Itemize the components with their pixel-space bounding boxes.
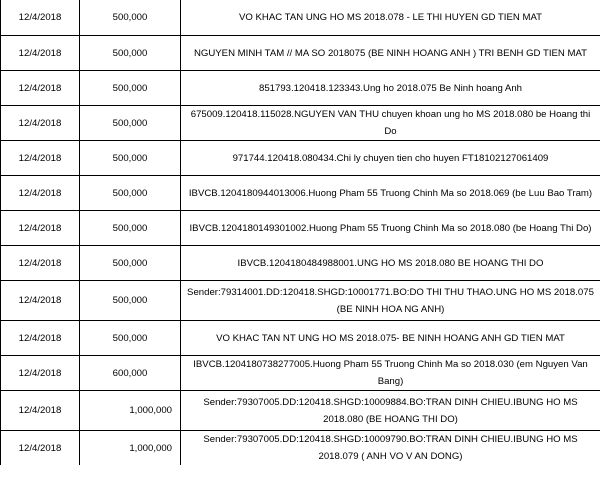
amount-cell: 1,000,000	[80, 431, 181, 466]
amount-cell: 500,000	[80, 141, 181, 176]
amount-cell: 500,000	[80, 0, 181, 36]
amount-cell: 500,000	[80, 211, 181, 246]
description-cell: Sender:79307005.DD:120418.SHGD:10009790.BO:TRAN DINH CHIEU.IBUNG HO MS 2018.079 ( ANH VO V AN DONG)	[181, 431, 600, 466]
table-row	[1, 106, 600, 141]
table-row	[1, 71, 600, 106]
table-row	[1, 431, 600, 466]
amount-cell: 500,000	[80, 36, 181, 71]
table-row	[1, 281, 600, 321]
description-cell: 971744.120418.080434.Chi ly chuyen tien cho huyen FT18102127061409	[181, 141, 600, 176]
description-cell: 851793.120418.123343.Ung ho 2018.075 Be Ninh hoang Anh	[181, 71, 600, 106]
table-row	[1, 36, 600, 71]
amount-cell: 500,000	[80, 106, 181, 141]
table-row	[1, 141, 600, 176]
description-cell: Sender:79314001.DD:120418.SHGD:10001771.BO:DO THI THU THAO.UNG HO MS 2018.075 (BE NINH HOA NG ANH)	[181, 281, 600, 321]
description-cell: IBVCB.1204180484988001.UNG HO MS 2018.080 BE HOANG THI DO	[181, 246, 600, 281]
description-cell: VO KHAC TAN UNG HO MS 2018.078 - LE THI HUYEN GD TIEN MAT	[181, 0, 600, 36]
description-cell: IBVCB.1204180149301002.Huong Pham 55 Truong Chinh Ma so 2018.080 (be Hoang Thi Do)	[181, 211, 600, 246]
table-row	[1, 246, 600, 281]
date-cell: 12/4/2018	[1, 281, 80, 321]
amount-cell: 500,000	[80, 321, 181, 356]
date-cell: 12/4/2018	[1, 321, 80, 356]
amount-cell: 500,000	[80, 71, 181, 106]
amount-cell: 1,000,000	[80, 391, 181, 431]
date-cell: 12/4/2018	[1, 211, 80, 246]
table-row	[1, 356, 600, 391]
table-row	[1, 0, 600, 36]
date-cell: 12/4/2018	[1, 431, 80, 466]
date-cell: 12/4/2018	[1, 36, 80, 71]
table-row	[1, 321, 600, 356]
description-cell: 675009.120418.115028.NGUYEN VAN THU chuyen khoan ung ho MS 2018.080 be Hoang thi Do	[181, 106, 600, 141]
date-cell: 12/4/2018	[1, 246, 80, 281]
amount-cell: 500,000	[80, 176, 181, 211]
description-cell: VO KHAC TAN NT UNG HO MS 2018.075- BE NINH HOANG ANH GD TIEN MAT	[181, 321, 600, 356]
date-cell: 12/4/2018	[1, 391, 80, 431]
table-row	[1, 391, 600, 431]
amount-cell: 500,000	[80, 246, 181, 281]
description-cell: Sender:79307005.DD:120418.SHGD:10009884.BO:TRAN DINH CHIEU.IBUNG HO MS 2018.080 (BE HOANG THI DO)	[181, 391, 600, 431]
description-cell: NGUYEN MINH TAM // MA SO 2018075 (BE NINH HOANG ANH ) TRI BENH GD TIEN MAT	[181, 36, 600, 71]
amount-cell: 600,000	[80, 356, 181, 391]
date-cell: 12/4/2018	[1, 176, 80, 211]
table-row	[1, 176, 600, 211]
date-cell: 12/4/2018	[1, 71, 80, 106]
date-cell: 12/4/2018	[1, 0, 80, 36]
description-cell: IBVCB.1204180738277005.Huong Pham 55 Truong Chinh Ma so 2018.030 (em Nguyen Van Bang)	[181, 356, 600, 391]
date-cell: 12/4/2018	[1, 141, 80, 176]
date-cell: 12/4/2018	[1, 356, 80, 391]
table-row	[1, 211, 600, 246]
amount-cell: 500,000	[80, 281, 181, 321]
description-cell: IBVCB.1204180944013006.Huong Pham 55 Truong Chinh Ma so 2018.069 (be Luu Bao Tram)	[181, 176, 600, 211]
date-cell: 12/4/2018	[1, 106, 80, 141]
